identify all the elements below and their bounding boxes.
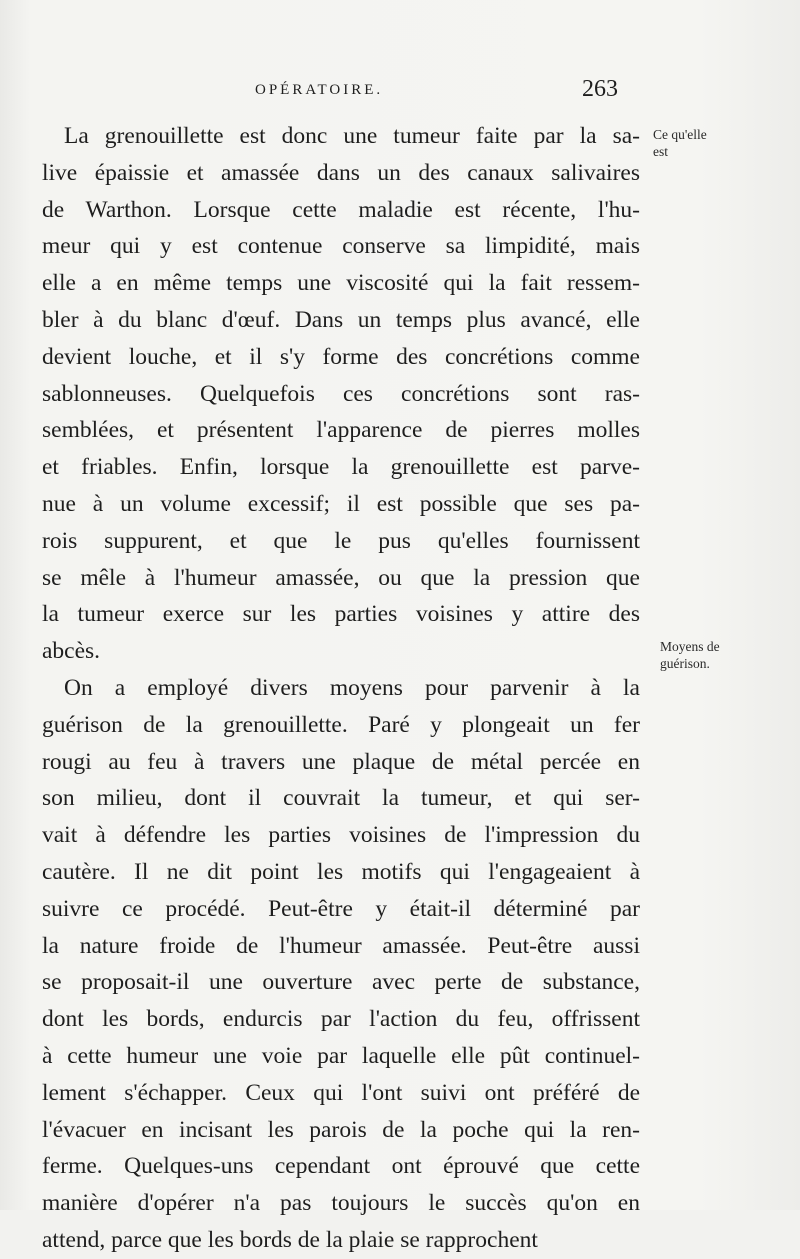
text-line: attend, parce que les bords de la plaie se rapprochent	[42, 1226, 538, 1253]
text-line: sablonneuses. Quelquefois ces concrétions sont ras-	[42, 380, 640, 407]
text-line: suivre ce procédé. Peut-être y était-il déterminé par	[42, 895, 640, 922]
margin-note-remedies	[660, 638, 770, 672]
text-line: la nature froide de l'humeur amassée. Peut-être aussi	[42, 932, 640, 959]
margin-note-line: est	[653, 144, 668, 159]
text-line: la tumeur exerce sur les parties voisines y attire des	[42, 601, 640, 628]
text-line: devient louche, et il s'y forme des concrétions comme	[42, 343, 640, 370]
text-line: son milieu, dont il couvrait la tumeur, et qui ser-	[42, 785, 640, 812]
page-number: 263	[582, 76, 618, 102]
text-line: rois suppurent, et que le pus qu'elles fournissent	[42, 527, 640, 554]
margin-note-definition	[653, 126, 763, 160]
paragraph	[42, 118, 640, 670]
text-line: se mêle à l'humeur amassée, ou que la pression que	[42, 564, 640, 591]
text-line: ferme. Quelques-uns cependant ont éprouvé que cette	[42, 1153, 640, 1180]
margin-note-line: Ce qu'elle	[653, 127, 707, 142]
margin-note-line: Moyens de	[660, 639, 720, 654]
text-line: manière d'opérer n'a pas toujours le succès qu'on en	[42, 1190, 640, 1217]
text-line: rougi au feu à travers une plaque de métal percée en	[42, 748, 640, 775]
text-line: l'évacuer en incisant les parois de la poche qui la ren-	[42, 1116, 640, 1143]
text-line: abcès.	[42, 638, 101, 665]
text-line: On a employé divers moyens pour parvenir à la	[64, 674, 640, 701]
text-line: et friables. Enfin, lorsque la grenouillette est parve-	[42, 454, 640, 481]
text-line: elle a en même temps une viscosité qui la fait ressem-	[42, 270, 640, 297]
text-line: La grenouillette est donc une tumeur faite par la sa-	[64, 123, 640, 149]
text-line: lement s'échapper. Ceux qui l'ont suivi ont préféré de	[42, 1079, 640, 1106]
text-line: cautère. Il ne dit point les motifs qui l'engageaient à	[42, 858, 640, 885]
text-line: semblées, et présentent l'apparence de pierres molles	[42, 417, 640, 444]
text-line: meur qui y est contenue conserve sa limpidité, mais	[42, 233, 640, 260]
paragraphs	[42, 118, 640, 1259]
text-line: à cette humeur une voie par laquelle elle pût continuel-	[42, 1042, 640, 1069]
text-line: live épaissie et amassée dans un des canaux salivaires	[42, 159, 640, 186]
text-line: bler à du blanc d'œuf. Dans un temps plus avancé, elle	[42, 306, 640, 333]
running-title: OPÉRATOIRE.	[255, 82, 384, 98]
text-line: se proposait-il une ouverture avec perte de substance,	[42, 969, 640, 996]
paragraph	[42, 670, 640, 1259]
text-line: vait à défendre les parties voisines de l'impression du	[42, 822, 640, 849]
text-line: nue à un volume excessif; il est possible que ses pa-	[42, 490, 640, 517]
body-text	[42, 118, 640, 1259]
text-line: guérison de la grenouillette. Paré y plongeait un fer	[42, 711, 640, 738]
margin-note-line: guérison.	[660, 656, 710, 671]
text-line: de Warthon. Lorsque cette maladie est récente, l'hu-	[42, 196, 640, 223]
text-line: dont les bords, endurcis par l'action du feu, offrissent	[42, 1006, 640, 1033]
